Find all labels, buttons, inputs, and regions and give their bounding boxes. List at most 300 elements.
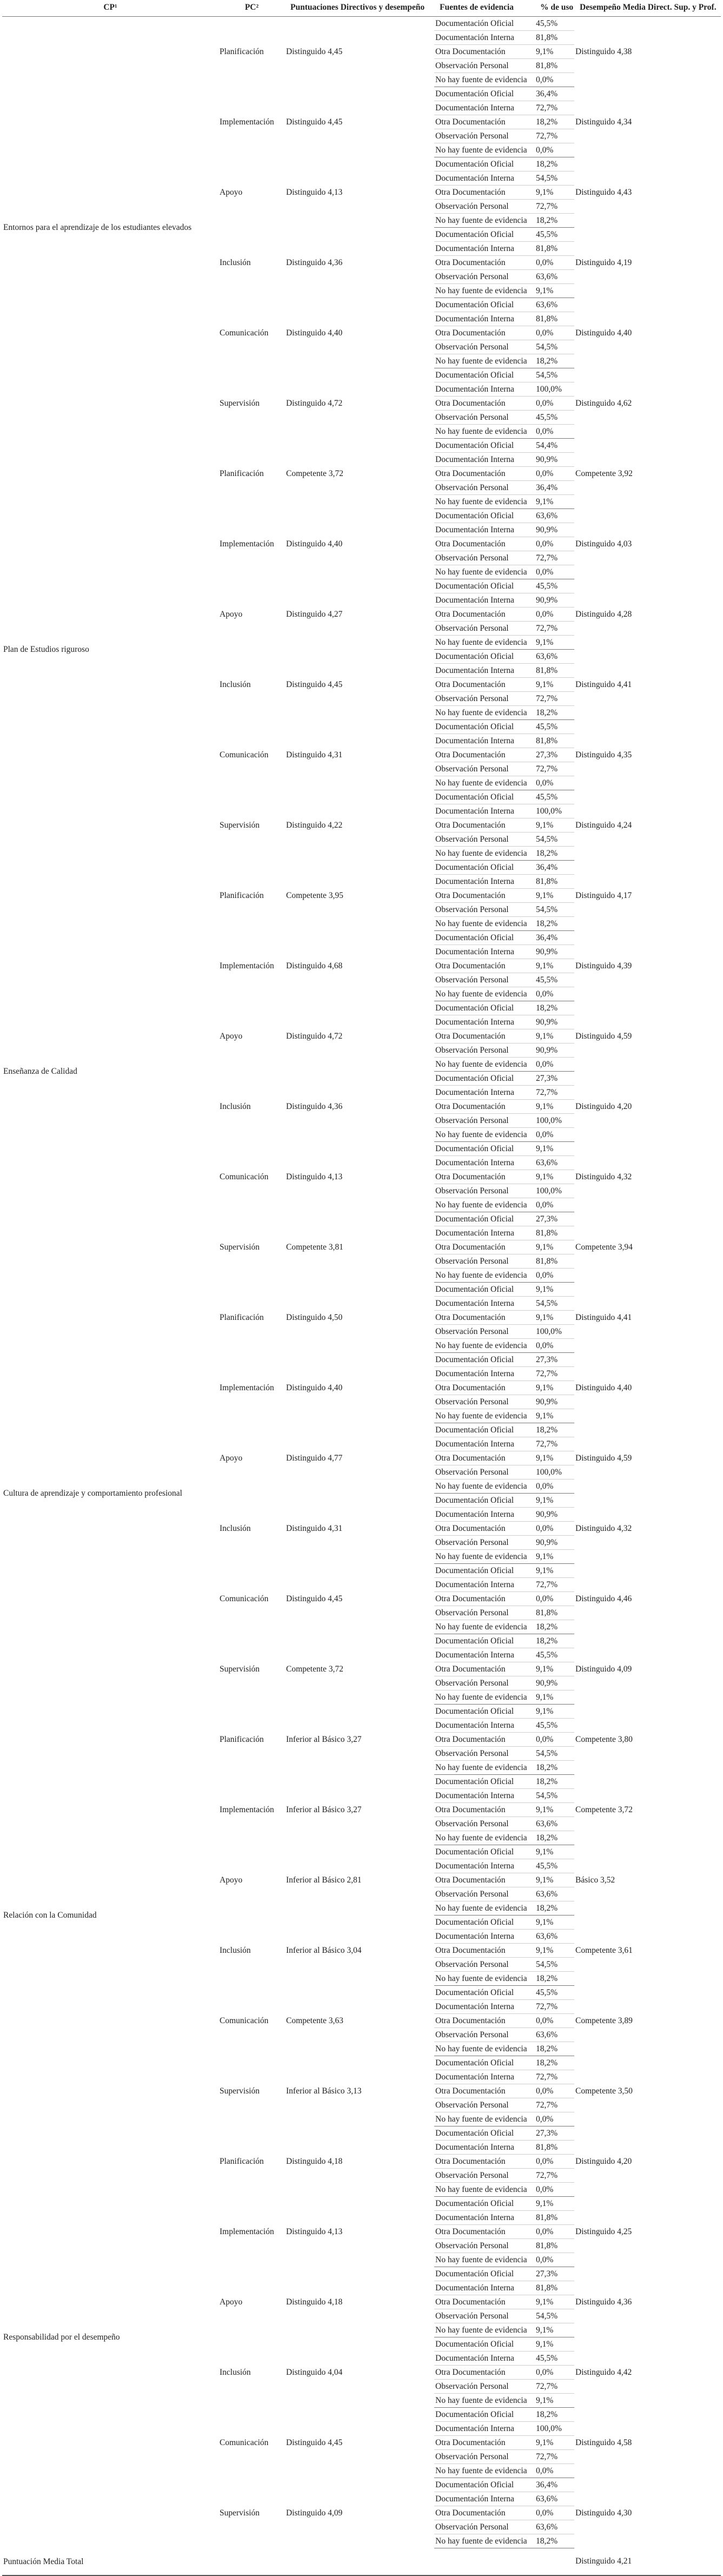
- source-cell: Observación Personal: [434, 903, 535, 917]
- pct-cell: 72,7%: [535, 762, 574, 776]
- pct-cell: 9,1%: [535, 1564, 574, 1578]
- source-cell: Otra Documentación: [434, 1733, 535, 1747]
- source-cell: Documentación Interna: [434, 734, 535, 748]
- source-cell: Documentación Interna: [434, 1578, 535, 1592]
- pct-cell: 90,9%: [535, 453, 574, 467]
- performance-cell: Distinguido 4,20: [575, 1102, 632, 1111]
- pct-cell: 0,0%: [535, 2014, 574, 2028]
- pct-cell: 45,5%: [535, 1719, 574, 1733]
- pct-cell: 63,6%: [535, 1156, 574, 1170]
- source-cell: Documentación Interna: [434, 2211, 535, 2225]
- pct-cell: 45,5%: [535, 1986, 574, 2000]
- source-cell: Documentación Interna: [434, 1086, 535, 1100]
- pct-cell: 0,0%: [535, 1198, 574, 1212]
- source-cell: Documentación Oficial: [434, 298, 535, 312]
- pct-cell: 0,0%: [535, 326, 574, 340]
- pct-cell: 9,1%: [535, 1803, 574, 1817]
- pct-cell: 18,2%: [535, 2408, 574, 2422]
- pct-cell: 0,0%: [535, 1128, 574, 1142]
- score-cell: Distinguido 4,09: [286, 2508, 343, 2518]
- source-cell: Documentación Oficial: [434, 439, 535, 453]
- score-cell: Inferior al Básico 3,04: [286, 1946, 362, 1955]
- pct-cell: 9,1%: [535, 1283, 574, 1297]
- table-row: [2, 1283, 721, 1297]
- performance-cell: Distinguido 4,35: [575, 750, 632, 759]
- source-cell: No hay fuente de evidencia: [434, 495, 535, 509]
- score-cell: Distinguido 4,22: [286, 821, 343, 830]
- pct-cell: 18,2%: [535, 1620, 574, 1634]
- source-cell: Observación Personal: [434, 2309, 535, 2323]
- source-cell: Otra Documentación: [434, 1592, 535, 1606]
- pct-cell: 81,8%: [535, 312, 574, 326]
- score-cell: Distinguido 4,40: [286, 539, 343, 549]
- performance-cell: Distinguido 4,41: [575, 680, 632, 689]
- source-cell: Otra Documentación: [434, 2295, 535, 2309]
- pct-cell: 72,7%: [535, 2169, 574, 2183]
- performance-cell: Competente 3,89: [575, 2016, 633, 2025]
- criterion-cell: Relación con la Comunidad: [3, 1911, 97, 1920]
- pct-cell: 9,1%: [535, 2337, 574, 2352]
- header-source: Fuentes de evidencia: [434, 2, 535, 17]
- pct-cell: 0,0%: [535, 987, 574, 1001]
- source-cell: Observación Personal: [434, 1395, 535, 1409]
- pct-cell: 9,1%: [535, 2394, 574, 2408]
- pct-cell: 27,3%: [535, 748, 574, 762]
- source-cell: Otra Documentación: [434, 1522, 535, 1536]
- source-cell: Observación Personal: [434, 2028, 535, 2042]
- process-cell: Implementación: [220, 961, 274, 970]
- pct-cell: 18,2%: [535, 2534, 574, 2548]
- source-cell: No hay fuente de evidencia: [434, 1620, 535, 1634]
- source-cell: Documentación Interna: [434, 1367, 535, 1381]
- evaluation-table: [2, 2, 721, 2576]
- process-cell: Implementación: [220, 539, 274, 549]
- source-cell: Observación Personal: [434, 692, 535, 706]
- source-cell: No hay fuente de evidencia: [434, 987, 535, 1001]
- process-cell: Inclusión: [220, 680, 251, 689]
- criterion-cell: Entornos para el aprendizaje de los estudiantes elevados: [3, 223, 192, 233]
- score-cell: Competente 3,72: [286, 1665, 343, 1674]
- performance-cell: Competente 3,50: [575, 2086, 633, 2096]
- pct-cell: 72,7%: [535, 2070, 574, 2084]
- pct-cell: 9,1%: [535, 678, 574, 692]
- pct-cell: 0,0%: [535, 607, 574, 622]
- pct-cell: 72,7%: [535, 1367, 574, 1381]
- score-cell: Distinguido 4,45: [286, 47, 343, 57]
- source-cell: Otra Documentación: [434, 397, 535, 411]
- pct-cell: 9,1%: [535, 889, 574, 903]
- pct-cell: 54,5%: [535, 368, 574, 382]
- pct-cell: 54,5%: [535, 903, 574, 917]
- score-cell: Distinguido 4,72: [286, 1032, 343, 1041]
- source-cell: Documentación Oficial: [434, 2478, 535, 2492]
- source-cell: Documentación Oficial: [434, 650, 535, 664]
- performance-cell: Distinguido 4,32: [575, 1524, 632, 1533]
- performance-cell: Distinguido 4,28: [575, 610, 632, 619]
- source-cell: Documentación Oficial: [434, 1212, 535, 1226]
- source-cell: Otra Documentación: [434, 2084, 535, 2098]
- pct-cell: 72,7%: [535, 1086, 574, 1100]
- process-cell: Supervisión: [220, 2086, 260, 2096]
- pct-cell: 0,0%: [535, 2225, 574, 2239]
- source-cell: Observación Personal: [434, 1254, 535, 1269]
- pct-cell: 81,8%: [535, 2281, 574, 2295]
- source-cell: Documentación Interna: [434, 171, 535, 186]
- pct-cell: 0,0%: [535, 1269, 574, 1283]
- process-cell: Supervisión: [220, 399, 260, 408]
- source-cell: Observación Personal: [434, 762, 535, 776]
- source-cell: Documentación Interna: [434, 1437, 535, 1451]
- performance-cell: Distinguido 4,39: [575, 961, 632, 970]
- score-cell: Distinguido 4,04: [286, 2368, 343, 2377]
- pct-cell: 9,1%: [535, 1381, 574, 1395]
- source-cell: Documentación Interna: [434, 312, 535, 326]
- pct-cell: 54,5%: [535, 1747, 574, 1761]
- pct-cell: 72,7%: [535, 200, 574, 214]
- source-cell: Observación Personal: [434, 973, 535, 987]
- source-cell: No hay fuente de evidencia: [434, 636, 535, 650]
- pct-cell: 9,1%: [535, 1944, 574, 1958]
- pct-cell: 0,0%: [535, 537, 574, 551]
- source-cell: Otra Documentación: [434, 256, 535, 270]
- pct-cell: 9,1%: [535, 1845, 574, 1859]
- pct-cell: 9,1%: [535, 1100, 574, 1114]
- source-cell: Observación Personal: [434, 1606, 535, 1620]
- pct-cell: 0,0%: [535, 2155, 574, 2169]
- performance-cell: Distinguido 4,32: [575, 1172, 632, 1181]
- pct-cell: 9,1%: [535, 1662, 574, 1676]
- source-cell: Observación Personal: [434, 622, 535, 636]
- score-cell: Competente 3,63: [286, 2016, 343, 2025]
- source-cell: No hay fuente de evidencia: [434, 1128, 535, 1142]
- source-cell: Observación Personal: [434, 1747, 535, 1761]
- source-cell: Documentación Interna: [434, 2352, 535, 2366]
- source-cell: No hay fuente de evidencia: [434, 2183, 535, 2197]
- score-cell: Competente 3,72: [286, 469, 343, 478]
- pct-cell: 90,9%: [535, 1676, 574, 1690]
- source-cell: Documentación Interna: [434, 1719, 535, 1733]
- performance-cell: Distinguido 4,41: [575, 1313, 632, 1322]
- source-cell: Observación Personal: [434, 1817, 535, 1831]
- pct-cell: 72,7%: [535, 2450, 574, 2464]
- total-value: Distinguido 4,21: [574, 2548, 721, 2576]
- pct-cell: 72,7%: [535, 129, 574, 143]
- score-cell: Distinguido 4,45: [286, 680, 343, 689]
- table-header: [2, 2, 721, 17]
- source-cell: No hay fuente de evidencia: [434, 1269, 535, 1283]
- pct-cell: 0,0%: [535, 425, 574, 439]
- source-cell: Documentación Interna: [434, 242, 535, 256]
- source-cell: Documentación Oficial: [434, 2267, 535, 2281]
- performance-cell: Distinguido 4,36: [575, 2297, 632, 2307]
- source-cell: Otra Documentación: [434, 1451, 535, 1465]
- source-cell: Documentación Oficial: [434, 157, 535, 171]
- pct-cell: 27,3%: [535, 1072, 574, 1086]
- source-cell: No hay fuente de evidencia: [434, 214, 535, 228]
- pct-cell: 81,8%: [535, 2141, 574, 2155]
- pct-cell: 0,0%: [535, 1522, 574, 1536]
- criterion-cell: Plan de Estudios riguroso: [3, 645, 89, 654]
- pct-cell: 45,5%: [535, 973, 574, 987]
- pct-cell: 0,0%: [535, 1733, 574, 1747]
- source-cell: Observación Personal: [434, 1114, 535, 1128]
- pct-cell: 72,7%: [535, 1578, 574, 1592]
- performance-cell: Distinguido 4,43: [575, 188, 632, 197]
- pct-cell: 72,7%: [535, 692, 574, 706]
- source-cell: Observación Personal: [434, 481, 535, 495]
- source-cell: No hay fuente de evidencia: [434, 2112, 535, 2126]
- performance-cell: Competente 3,72: [575, 1805, 633, 1814]
- source-cell: Observación Personal: [434, 340, 535, 354]
- pct-cell: 9,1%: [535, 495, 574, 509]
- pct-cell: 100,0%: [535, 382, 574, 397]
- process-cell: Comunicación: [220, 2016, 269, 2025]
- process-cell: Apoyo: [220, 2297, 243, 2307]
- pct-cell: 72,7%: [535, 622, 574, 636]
- score-cell: Distinguido 4,45: [286, 117, 343, 127]
- source-cell: Documentación Oficial: [434, 1916, 535, 1930]
- source-cell: Documentación Interna: [434, 1226, 535, 1240]
- pct-cell: 0,0%: [535, 565, 574, 579]
- source-cell: Otra Documentación: [434, 2225, 535, 2239]
- pct-cell: 72,7%: [535, 101, 574, 115]
- pct-cell: 90,9%: [535, 1508, 574, 1522]
- source-cell: Observación Personal: [434, 2169, 535, 2183]
- source-cell: Documentación Interna: [434, 2141, 535, 2155]
- pct-cell: 81,8%: [535, 31, 574, 45]
- performance-cell: Competente 3,80: [575, 1735, 633, 1744]
- performance-cell: Distinguido 4,38: [575, 47, 632, 57]
- pct-cell: 54,5%: [535, 1789, 574, 1803]
- pct-cell: 18,2%: [535, 1001, 574, 1015]
- pct-cell: 27,3%: [535, 2126, 574, 2141]
- pct-cell: 45,5%: [535, 17, 574, 31]
- score-cell: Distinguido 4,13: [286, 1172, 343, 1181]
- source-cell: Otra Documentación: [434, 2436, 535, 2450]
- source-cell: Otra Documentación: [434, 2506, 535, 2520]
- pct-cell: 63,6%: [535, 2492, 574, 2506]
- pct-cell: 0,0%: [535, 73, 574, 87]
- source-cell: Otra Documentación: [434, 467, 535, 481]
- source-cell: Observación Personal: [434, 1536, 535, 1550]
- pct-cell: 54,5%: [535, 171, 574, 186]
- performance-cell: Distinguido 4,24: [575, 821, 632, 830]
- source-cell: Documentación Oficial: [434, 17, 535, 31]
- source-cell: Documentación Interna: [434, 875, 535, 889]
- pct-cell: 0,0%: [535, 397, 574, 411]
- pct-cell: 90,9%: [535, 523, 574, 537]
- pct-cell: 0,0%: [535, 1479, 574, 1494]
- pct-cell: 36,4%: [535, 931, 574, 945]
- performance-cell: Básico 3,52: [575, 1875, 615, 1885]
- pct-cell: 0,0%: [535, 256, 574, 270]
- table-row: [2, 2126, 721, 2141]
- source-cell: Documentación Oficial: [434, 1494, 535, 1508]
- pct-cell: 54,5%: [535, 340, 574, 354]
- source-cell: Otra Documentación: [434, 1662, 535, 1676]
- process-cell: Inclusión: [220, 2368, 251, 2377]
- pct-cell: 9,1%: [535, 1029, 574, 1043]
- performance-cell: Distinguido 4,19: [575, 258, 632, 267]
- pct-cell: 18,2%: [535, 2042, 574, 2056]
- table-row: [2, 439, 721, 453]
- score-cell: Competente 3,95: [286, 891, 343, 900]
- source-cell: Documentación Oficial: [434, 790, 535, 804]
- source-cell: Documentación Oficial: [434, 1634, 535, 1648]
- process-cell: Apoyo: [220, 1875, 243, 1885]
- table-row: [2, 17, 721, 31]
- pct-cell: 100,0%: [535, 1114, 574, 1128]
- source-cell: Documentación Oficial: [434, 2408, 535, 2422]
- pct-cell: 100,0%: [535, 804, 574, 818]
- score-cell: Distinguido 4,18: [286, 2297, 343, 2307]
- source-cell: No hay fuente de evidencia: [434, 73, 535, 87]
- pct-cell: 0,0%: [535, 2084, 574, 2098]
- pct-cell: 100,0%: [535, 2422, 574, 2436]
- pct-cell: 0,0%: [535, 2366, 574, 2380]
- performance-cell: Competente 3,61: [575, 1946, 633, 1955]
- pct-cell: 0,0%: [535, 2506, 574, 2520]
- pct-cell: 9,1%: [535, 1690, 574, 1705]
- pct-cell: 18,2%: [535, 214, 574, 228]
- source-cell: Otra Documentación: [434, 607, 535, 622]
- source-cell: Documentación Interna: [434, 1297, 535, 1311]
- source-cell: No hay fuente de evidencia: [434, 2394, 535, 2408]
- table-row: [2, 1705, 721, 1719]
- pct-cell: 90,9%: [535, 1536, 574, 1550]
- pct-cell: 81,8%: [535, 1606, 574, 1620]
- source-cell: Documentación Oficial: [434, 1072, 535, 1086]
- header-pc: PC²: [218, 2, 285, 17]
- pct-cell: 100,0%: [535, 1184, 574, 1198]
- source-cell: Otra Documentación: [434, 2366, 535, 2380]
- pct-cell: 9,1%: [535, 1409, 574, 1423]
- pct-cell: 9,1%: [535, 636, 574, 650]
- source-cell: No hay fuente de evidencia: [434, 1901, 535, 1916]
- performance-cell: Distinguido 4,40: [575, 328, 632, 338]
- pct-cell: 18,2%: [535, 115, 574, 129]
- pct-cell: 27,3%: [535, 1353, 574, 1367]
- source-cell: Observación Personal: [434, 1184, 535, 1198]
- source-cell: Otra Documentación: [434, 1873, 535, 1887]
- pct-cell: 9,1%: [535, 1550, 574, 1564]
- pct-cell: 90,9%: [535, 1015, 574, 1029]
- source-cell: Documentación Oficial: [434, 931, 535, 945]
- pct-cell: 100,0%: [535, 1465, 574, 1479]
- score-cell: Distinguido 4,36: [286, 258, 343, 267]
- source-cell: Documentación Interna: [434, 2422, 535, 2436]
- pct-cell: 9,1%: [535, 186, 574, 200]
- source-cell: No hay fuente de evidencia: [434, 1972, 535, 1986]
- pct-cell: 90,9%: [535, 945, 574, 959]
- performance-cell: Distinguido 4,30: [575, 2508, 632, 2518]
- source-cell: No hay fuente de evidencia: [434, 847, 535, 861]
- source-cell: No hay fuente de evidencia: [434, 1690, 535, 1705]
- source-cell: Documentación Oficial: [434, 720, 535, 734]
- source-cell: Documentación Oficial: [434, 1283, 535, 1297]
- source-cell: Documentación Oficial: [434, 1564, 535, 1578]
- pct-cell: 45,5%: [535, 2352, 574, 2366]
- pct-cell: 54,5%: [535, 1297, 574, 1311]
- header-score: Puntuaciones Directivos y desempeño: [285, 2, 434, 17]
- source-cell: No hay fuente de evidencia: [434, 354, 535, 368]
- source-cell: Documentación Interna: [434, 1789, 535, 1803]
- pct-cell: 81,8%: [535, 2211, 574, 2225]
- score-cell: Distinguido 4,31: [286, 1524, 343, 1533]
- pct-cell: 63,6%: [535, 2028, 574, 2042]
- header-cp: CP¹: [2, 2, 218, 17]
- source-cell: No hay fuente de evidencia: [434, 1550, 535, 1564]
- source-cell: Documentación Interna: [434, 945, 535, 959]
- pct-cell: 81,8%: [535, 664, 574, 678]
- source-cell: Documentación Oficial: [434, 579, 535, 593]
- source-cell: Documentación Oficial: [434, 1423, 535, 1437]
- source-cell: Observación Personal: [434, 1676, 535, 1690]
- header-perf: Desempeño Media Direct. Sup. y Prof.: [574, 2, 721, 17]
- pct-cell: 18,2%: [535, 917, 574, 931]
- source-cell: Documentación Interna: [434, 2000, 535, 2014]
- header-pct: % de uso: [535, 2, 574, 17]
- performance-cell: Distinguido 4,20: [575, 2157, 632, 2166]
- source-cell: Documentación Oficial: [434, 1705, 535, 1719]
- pct-cell: 45,5%: [535, 720, 574, 734]
- performance-cell: Distinguido 4,59: [575, 1454, 632, 1463]
- pct-cell: 9,1%: [535, 1142, 574, 1156]
- score-cell: Distinguido 4,40: [286, 328, 343, 338]
- pct-cell: 9,1%: [535, 1873, 574, 1887]
- source-cell: Documentación Interna: [434, 2281, 535, 2295]
- process-cell: Supervisión: [220, 1665, 260, 1674]
- score-cell: Distinguido 4,45: [286, 1594, 343, 1603]
- pct-cell: 0,0%: [535, 1339, 574, 1353]
- pct-cell: 18,2%: [535, 847, 574, 861]
- pct-cell: 72,7%: [535, 2098, 574, 2112]
- pct-cell: 9,1%: [535, 1916, 574, 1930]
- pct-cell: 100,0%: [535, 1325, 574, 1339]
- source-cell: Documentación Oficial: [434, 1001, 535, 1015]
- pct-cell: 63,6%: [535, 1887, 574, 1901]
- pct-cell: 36,4%: [535, 87, 574, 101]
- source-cell: Otra Documentación: [434, 748, 535, 762]
- pct-cell: 0,0%: [535, 1592, 574, 1606]
- source-cell: Otra Documentación: [434, 1311, 535, 1325]
- source-cell: Documentación Oficial: [434, 509, 535, 523]
- source-cell: Documentación Interna: [434, 453, 535, 467]
- source-cell: No hay fuente de evidencia: [434, 1339, 535, 1353]
- pct-cell: 90,9%: [535, 1395, 574, 1409]
- criterion-cell: Enseñanza de Calidad: [3, 1067, 77, 1076]
- pct-cell: 63,6%: [535, 2520, 574, 2534]
- performance-cell: Distinguido 4,09: [575, 1665, 632, 1674]
- source-cell: Otra Documentación: [434, 186, 535, 200]
- source-cell: Documentación Oficial: [434, 1845, 535, 1859]
- score-cell: Distinguido 4,36: [286, 1102, 343, 1111]
- process-cell: Inclusión: [220, 1102, 251, 1111]
- source-cell: Otra Documentación: [434, 537, 535, 551]
- source-cell: No hay fuente de evidencia: [434, 706, 535, 720]
- source-cell: Documentación Oficial: [434, 1353, 535, 1367]
- source-cell: Observación Personal: [434, 2520, 535, 2534]
- process-cell: Implementación: [220, 1805, 274, 1814]
- source-cell: Observación Personal: [434, 411, 535, 425]
- pct-cell: 63,6%: [535, 1817, 574, 1831]
- pct-cell: 72,7%: [535, 2000, 574, 2014]
- total-label: Puntuación Media Total: [2, 2548, 574, 2576]
- pct-cell: 45,5%: [535, 1859, 574, 1873]
- pct-cell: 0,0%: [535, 1058, 574, 1072]
- source-cell: Observación Personal: [434, 59, 535, 73]
- performance-cell: Competente 3,94: [575, 1243, 633, 1252]
